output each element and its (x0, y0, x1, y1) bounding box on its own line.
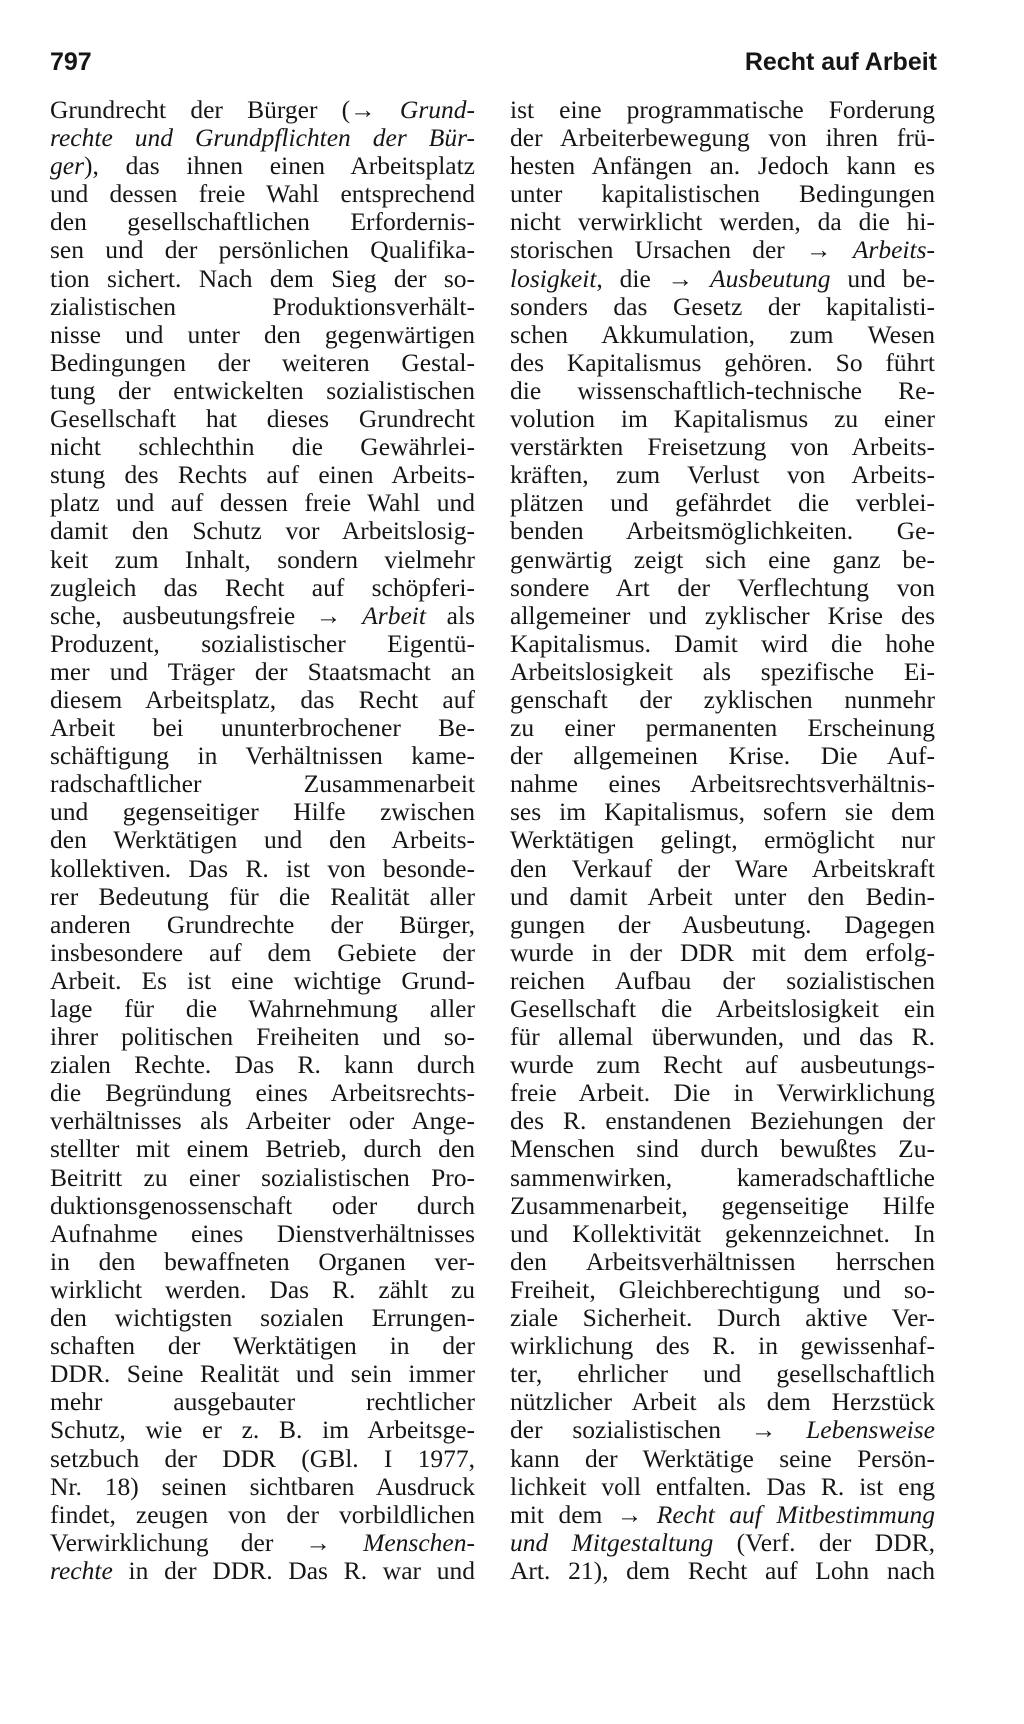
text-line (510, 124, 935, 152)
text-line (50, 152, 475, 180)
text-line (50, 1557, 475, 1585)
text-line (50, 883, 475, 911)
text-line (50, 742, 475, 770)
body-text: und gegenseitiger Hilfe zwischen (50, 798, 475, 827)
text-line (50, 546, 475, 574)
text-line (510, 1220, 935, 1248)
text-line (510, 770, 935, 798)
text-line (510, 1192, 935, 1220)
body-text: damit den Schutz vor Arbeitslosig- (50, 517, 475, 546)
text-line (50, 1388, 475, 1416)
text-line (510, 1501, 935, 1529)
text-line (510, 574, 935, 602)
body-text: und damit Arbeit unter den Bedin- (510, 882, 935, 911)
body-text: den Verkauf der Ware Arbeitskraft (510, 854, 935, 883)
body-text: Grundrecht der Bürger (→ (50, 96, 400, 124)
body-text: und be- (830, 264, 935, 293)
body-text: der allgemeinen Krise. Die Auf- (510, 742, 935, 771)
text-line (510, 1473, 935, 1501)
body-text: radschaftlicher Zusammenarbeit (50, 770, 475, 799)
text-line (50, 1360, 475, 1388)
text-line (510, 489, 935, 517)
body-text: als (425, 601, 475, 630)
text-line (50, 180, 475, 208)
body-text: zialen Rechte. Das R. kann durch (50, 1051, 475, 1080)
text-line (50, 461, 475, 489)
body-text: sammenwirken, kameradschaftliche (510, 1163, 935, 1192)
text-line (50, 1276, 475, 1304)
text-line (510, 461, 935, 489)
body-text: mit dem → (510, 1500, 657, 1529)
body-text: genschaft der zyklischen nunmehr (510, 685, 935, 714)
text-line (510, 433, 935, 461)
cross-reference-text: ger (50, 152, 84, 181)
body-text: tion sichert. Nach dem Sieg der so- (50, 264, 475, 293)
text-line (510, 798, 935, 826)
body-text: den Werktätigen und den Arbeits- (50, 826, 475, 855)
body-text: , die → (596, 264, 711, 293)
body-text: Gesellschaft hat dieses Grundrecht (50, 405, 475, 434)
text-line (50, 293, 475, 321)
page-header (50, 44, 937, 80)
text-line (510, 405, 935, 433)
body-text: freie Arbeit. Die in Verwirklichung (510, 1079, 935, 1108)
body-text: Arbeit. Es ist eine wichtige Grund- (50, 966, 475, 995)
body-text: sen und der persönlichen Qualifika- (50, 236, 475, 265)
text-line (50, 967, 475, 995)
text-line (510, 1388, 935, 1416)
body-text: wurde zum Recht auf ausbeutungs- (510, 1051, 935, 1080)
text-line (510, 855, 935, 883)
body-text: lichkeit voll entfalten. Das R. ist eng (510, 1472, 935, 1501)
text-line (510, 1079, 935, 1107)
text-line (510, 546, 935, 574)
body-text: stung des Rechts auf einen Arbeits- (50, 461, 475, 490)
text-line (50, 995, 475, 1023)
text-line (510, 1529, 935, 1557)
text-line (50, 1107, 475, 1135)
body-text: sonders das Gesetz der kapitalisti- (510, 292, 935, 321)
body-text: ses im Kapitalismus, sofern sie dem (510, 798, 935, 827)
body-text: in der DDR. Das R. war und (112, 1556, 475, 1585)
body-text: Verwirklichung der → (50, 1528, 364, 1557)
text-line (50, 265, 475, 293)
body-text: Arbeit bei ununterbrochener Be- (50, 714, 475, 743)
body-text: kann der Werktätige seine Persön- (510, 1444, 935, 1473)
body-text: wirklicht werden. Das R. zählt zu (50, 1275, 475, 1304)
body-text: wurde in der DDR mit dem erfolg- (510, 938, 935, 967)
body-text: und dessen freie Wahl entsprechend (50, 180, 475, 209)
body-text: kräften, zum Verlust von Arbeits- (510, 461, 935, 490)
body-text: für allemal überwunden, und das R. (510, 1023, 935, 1052)
body-text: ), das ihnen einen Arbeitsplatz (84, 152, 475, 181)
text-line (50, 1248, 475, 1276)
text-line (510, 967, 935, 995)
cross-reference-text: losigkeit (510, 264, 597, 293)
text-line (50, 686, 475, 714)
body-text: Werktätigen gelingt, ermöglicht nur (510, 826, 935, 855)
body-text: tung der entwickelten sozialistischen (50, 376, 475, 405)
body-text: wirklichung des R. in gewissenhaf- (510, 1332, 935, 1361)
body-text: lage für die Wahrnehmung aller (50, 995, 475, 1023)
text-line (50, 1079, 475, 1107)
body-text: in den bewaffneten Organen ver- (50, 1247, 475, 1276)
page-number: 797 (50, 48, 92, 76)
body-text: hesten Anfängen an. Jedoch kann es (510, 152, 935, 181)
body-text: sche, ausbeutungsfreie → (50, 601, 363, 630)
text-line (510, 883, 935, 911)
text-line (50, 1304, 475, 1332)
body-text: platz und auf dessen freie Wahl und (50, 489, 475, 518)
body-text: schen Akkumulation, zum Wesen (510, 320, 935, 349)
body-text: duktionsgenossenschaft oder durch (50, 1191, 475, 1220)
text-line (510, 1107, 935, 1135)
text-line (510, 911, 935, 939)
body-text: ter, ehrlicher und gesellschaftlich (510, 1360, 935, 1389)
text-column-right (510, 96, 935, 1585)
text-line (510, 265, 935, 293)
body-text: nicht verwirklicht werden, da die hi- (510, 208, 935, 237)
text-line (510, 377, 935, 405)
text-line (510, 826, 935, 854)
body-text: reichen Aufbau der sozialistischen (510, 966, 935, 995)
body-text: (Verf. der DDR, (713, 1528, 935, 1557)
text-line (50, 433, 475, 461)
body-text: mer und Träger der Staatsmacht an (50, 657, 475, 686)
text-line (510, 517, 935, 545)
text-line (50, 1192, 475, 1220)
body-text: nicht schlechthin die Gewährlei- (50, 433, 475, 462)
cross-reference-text: rechte und Grundpflichten der Bür- (50, 124, 475, 153)
body-text: sondere Art der Verflechtung von (510, 573, 935, 602)
body-text: Kapitalismus. Damit wird die hohe (510, 629, 935, 658)
body-text: Schutz, wie er z. B. im Arbeitsge- (50, 1416, 475, 1445)
text-line (50, 321, 475, 349)
text-line (50, 489, 475, 517)
body-text: des Kapitalismus gehören. So führt (510, 348, 935, 377)
body-text: storischen Ursachen der → (510, 236, 853, 265)
text-line (50, 1501, 475, 1529)
text-line (510, 152, 935, 180)
body-text: benden Arbeitsmöglichkeiten. Ge- (510, 517, 935, 546)
body-text: Bedingungen der weiteren Gestal- (50, 348, 475, 377)
cross-reference-text: und Mitgestaltung (510, 1528, 714, 1557)
text-line (50, 1023, 475, 1051)
cross-reference-text: Grund- (399, 96, 475, 124)
text-line (50, 236, 475, 264)
body-text: ihrer politischen Freiheiten und so- (50, 1023, 475, 1052)
text-line (510, 995, 935, 1023)
body-text: den gesellschaftlichen Erfordernis- (50, 208, 475, 237)
text-line (50, 405, 475, 433)
body-text: den Arbeitsverhältnissen herrschen (510, 1247, 935, 1276)
body-text: die wissenschaftlich-technische Re- (510, 376, 935, 405)
text-line (510, 293, 935, 321)
text-line (510, 939, 935, 967)
body-text: rer Bedeutung für die Realität aller (50, 882, 475, 911)
body-text: findet, zeugen von der vorbildlichen (50, 1500, 475, 1529)
body-text: Menschen sind durch bewußtes Zu- (510, 1135, 935, 1164)
text-line (510, 96, 935, 124)
body-text: der sozialistischen → (510, 1416, 807, 1445)
body-text: des R. enstandenen Beziehungen der (510, 1107, 935, 1136)
body-text: keit zum Inhalt, sondern vielmehr (50, 545, 475, 574)
body-text: die Begründung eines Arbeitsrechts- (50, 1079, 475, 1108)
text-line (510, 180, 935, 208)
text-line (510, 321, 935, 349)
body-text: ziale Sicherheit. Durch aktive Ver- (510, 1304, 935, 1333)
body-text: mehr ausgebauter rechtlicher (50, 1388, 475, 1417)
cross-reference-text: Arbeit (362, 601, 426, 630)
text-line (50, 1051, 475, 1079)
body-text: ist eine programmatische Forderung (510, 96, 935, 124)
text-line (510, 1023, 935, 1051)
body-text: verstärkten Freisetzung von Arbeits- (510, 433, 935, 462)
text-line (50, 377, 475, 405)
text-line (50, 770, 475, 798)
text-line (50, 574, 475, 602)
text-line (510, 1416, 935, 1444)
text-line (50, 208, 475, 236)
text-line (50, 939, 475, 967)
body-text: volution im Kapitalismus zu einer (510, 405, 935, 434)
text-line (510, 1248, 935, 1276)
body-text: plätzen und gefährdet die verblei- (510, 489, 935, 518)
running-head: Recht auf Arbeit (744, 48, 937, 76)
text-line (510, 1360, 935, 1388)
body-text: genwärtig zeigt sich eine ganz be- (510, 545, 935, 574)
body-text: anderen Grundrechte der Bürger, (50, 910, 475, 939)
text-line (50, 1332, 475, 1360)
body-text: insbesondere auf dem Gebiete der (50, 938, 475, 967)
text-line (50, 1220, 475, 1248)
body-text: Nr. 18) seinen sichtbaren Ausdruck (50, 1472, 475, 1501)
text-line (50, 658, 475, 686)
text-line (510, 1445, 935, 1473)
body-text: nisse und unter den gegenwärtigen (50, 320, 475, 349)
text-line (50, 630, 475, 658)
text-line (510, 1557, 935, 1585)
text-line (510, 1164, 935, 1192)
body-text: gungen der Ausbeutung. Dagegen (510, 910, 935, 939)
cross-reference-text: Ausbeutung (710, 264, 831, 293)
text-line (510, 630, 935, 658)
body-text: schäftigung in Verhältnissen kame- (50, 742, 475, 771)
text-line (510, 236, 935, 264)
body-text: Gesellschaft die Arbeitslosigkeit ein (510, 995, 935, 1023)
text-line (50, 1473, 475, 1501)
text-line (50, 911, 475, 939)
text-column-left (50, 96, 475, 1585)
body-text: den wichtigsten sozialen Errungen- (50, 1304, 475, 1333)
body-text: nützlicher Arbeit als dem Herzstück (510, 1388, 935, 1417)
body-text: diesem Arbeitsplatz, das Recht auf (50, 685, 475, 714)
body-text: Art. 21), dem Recht auf Lohn nach (510, 1556, 935, 1585)
text-line (510, 1276, 935, 1304)
body-text: Beitritt zu einer sozialistischen Pro- (50, 1163, 475, 1192)
body-text: setzbuch der DDR (GBl. I 1977, (50, 1444, 475, 1473)
text-line (510, 1332, 935, 1360)
text-line (50, 602, 475, 630)
text-line (50, 349, 475, 377)
text-line (510, 686, 935, 714)
cross-reference-text: Recht auf Mitbestimmung (656, 1500, 935, 1529)
text-line (510, 714, 935, 742)
body-text: zialistischen Produktionsverhält- (50, 292, 475, 321)
body-text: nahme eines Arbeitsrechtsverhältnis- (510, 770, 935, 799)
text-line (510, 1304, 935, 1332)
text-line (50, 96, 475, 124)
body-text: zu einer permanenten Erscheinung (510, 714, 935, 743)
text-line (510, 602, 935, 630)
text-line (50, 855, 475, 883)
text-line (50, 1529, 475, 1557)
body-text: Arbeitslosigkeit als spezifische Ei- (510, 657, 935, 686)
body-text: der Arbeiterbewegung von ihren frü- (510, 124, 935, 153)
text-line (510, 658, 935, 686)
body-text: Aufnahme eines Dienstverhältnisses (50, 1219, 475, 1248)
text-line (510, 1135, 935, 1163)
text-line (50, 798, 475, 826)
body-text: allgemeiner und zyklischer Krise des (510, 601, 935, 630)
text-line (50, 1445, 475, 1473)
text-line (50, 826, 475, 854)
text-line (50, 1135, 475, 1163)
body-text: Zusammenarbeit, gegenseitige Hilfe (510, 1191, 935, 1220)
cross-reference-text: Arbeits- (852, 236, 935, 265)
body-text: schaften der Werktätigen in der (50, 1332, 475, 1361)
text-line (510, 1051, 935, 1079)
body-text: DDR. Seine Realität und sein immer (50, 1360, 475, 1389)
text-line (510, 208, 935, 236)
body-text: unter kapitalistischen Bedingungen (510, 180, 935, 209)
cross-reference-text: rechte (50, 1556, 113, 1585)
body-text: kollektiven. Das R. ist von besonde- (50, 854, 475, 883)
body-text: Freiheit, Gleichberechtigung und so- (510, 1275, 935, 1304)
cross-reference-text: Lebensweise (806, 1416, 935, 1445)
body-text: stellter mit einem Betrieb, durch den (50, 1135, 475, 1164)
text-line (50, 1416, 475, 1444)
body-text: Produzent, sozialistischer Eigentü- (50, 629, 475, 658)
text-line (510, 349, 935, 377)
body-text: zugleich das Recht auf schöpferi- (50, 573, 475, 602)
cross-reference-text: Menschen- (363, 1528, 475, 1557)
text-line (50, 517, 475, 545)
text-line (510, 742, 935, 770)
text-line (50, 1164, 475, 1192)
text-line (50, 714, 475, 742)
body-text: und Kollektivität gekennzeichnet. In (510, 1219, 935, 1248)
body-text: verhältnisses als Arbeiter oder Ange- (50, 1107, 475, 1136)
text-line (50, 124, 475, 152)
